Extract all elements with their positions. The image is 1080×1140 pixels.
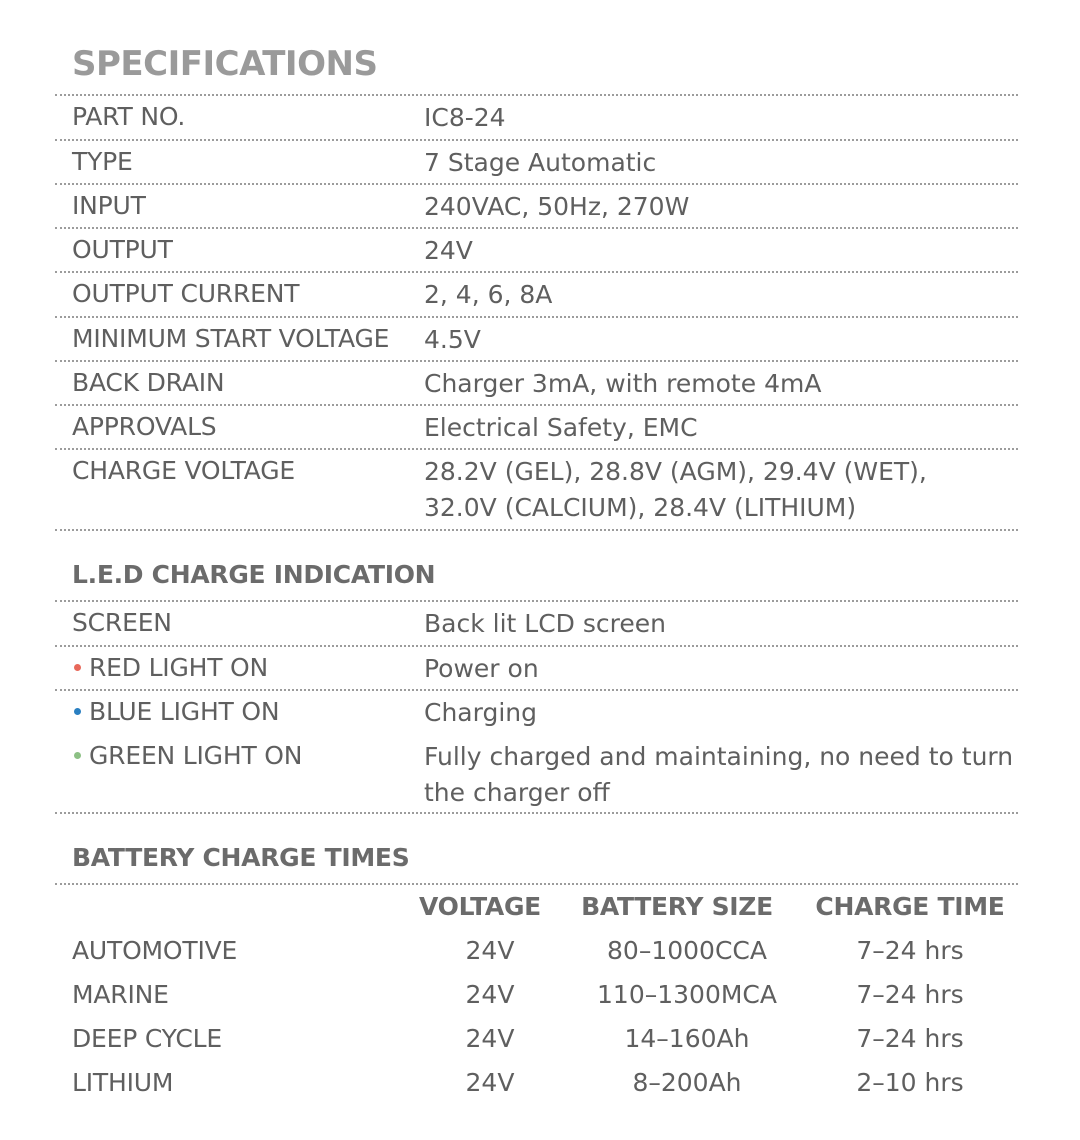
spec-value-output: 24V (424, 236, 473, 265)
led-section-title: L.E.D CHARGE INDICATION (72, 560, 436, 589)
divider (55, 404, 1018, 406)
divider (55, 94, 1018, 96)
row-type: LITHIUM (72, 1068, 174, 1097)
divider (55, 183, 1018, 185)
spec-label-output: OUTPUT (72, 235, 173, 264)
column-header-charge-time: CHARGE TIME (815, 892, 1005, 921)
divider (55, 689, 1018, 691)
led-label-red: RED LIGHT ON (72, 653, 268, 682)
row-charge-time: 2–10 hrs (856, 1068, 964, 1097)
led-label-screen: SCREEN (72, 608, 172, 637)
spec-label-output-current: OUTPUT CURRENT (72, 279, 300, 308)
blue-dot-icon (74, 708, 81, 715)
row-charge-time: 7–24 hrs (856, 980, 964, 1009)
led-value-screen: Back lit LCD screen (424, 609, 666, 638)
row-type: MARINE (72, 980, 169, 1009)
divider (55, 316, 1018, 318)
spec-label-part-no: PART NO. (72, 102, 186, 131)
row-voltage: 24V (465, 980, 515, 1009)
divider (55, 271, 1018, 273)
row-battery-size: 80–1000CCA (607, 936, 767, 965)
row-type: AUTOMOTIVE (72, 936, 238, 965)
divider (55, 600, 1018, 602)
led-label-green: GREEN LIGHT ON (72, 741, 302, 770)
spec-value-type: 7 Stage Automatic (424, 148, 657, 177)
led-value-red: Power on (424, 654, 539, 683)
led-value-blue: Charging (424, 698, 537, 727)
spec-value-output-current: 2, 4, 6, 8A (424, 280, 553, 309)
led-value-green (424, 739, 1013, 811)
divider (55, 360, 1018, 362)
spec-label-charge-voltage: CHARGE VOLTAGE (72, 456, 296, 485)
led-label-blue: BLUE LIGHT ON (72, 697, 279, 726)
green-value-line-2: the charger off (424, 778, 610, 807)
divider (55, 883, 1018, 885)
row-battery-size: 110–1300MCA (597, 980, 777, 1009)
column-header-battery-size: BATTERY SIZE (581, 892, 773, 921)
divider (55, 812, 1018, 814)
row-type: DEEP CYCLE (72, 1024, 222, 1053)
spec-label-type: TYPE (72, 147, 133, 176)
divider (55, 529, 1018, 531)
row-voltage: 24V (465, 1068, 515, 1097)
charge-voltage-line-2: 32.0V (CALCIUM), 28.4V (LITHIUM) (424, 493, 857, 522)
row-charge-time: 7–24 hrs (856, 936, 964, 965)
spec-value-min-start-voltage: 4.5V (424, 325, 481, 354)
spec-label-input: INPUT (72, 191, 146, 220)
spec-value-input: 240VAC, 50Hz, 270W (424, 192, 690, 221)
green-value-line-1: Fully charged and maintaining, no need to turn (424, 742, 1014, 771)
row-battery-size: 8–200Ah (632, 1068, 742, 1097)
page-title: SPECIFICATIONS (72, 44, 378, 84)
spec-label-approvals: APPROVALS (72, 412, 217, 441)
divider (55, 645, 1018, 647)
green-dot-icon (74, 752, 81, 759)
divider (55, 139, 1018, 141)
charge-times-title: BATTERY CHARGE TIMES (72, 843, 410, 872)
red-dot-icon (74, 664, 81, 671)
spec-value-part-no: IC8-24 (424, 103, 506, 132)
row-charge-time: 7–24 hrs (856, 1024, 964, 1053)
divider (55, 448, 1018, 450)
row-voltage: 24V (465, 936, 515, 965)
divider (55, 227, 1018, 229)
spec-value-charge-voltage (424, 454, 927, 526)
spec-label-min-start-voltage: MINIMUM START VOLTAGE (72, 324, 390, 353)
spec-label-back-drain: BACK DRAIN (72, 368, 225, 397)
row-voltage: 24V (465, 1024, 515, 1053)
spec-value-approvals: Electrical Safety, EMC (424, 413, 698, 442)
spec-value-back-drain: Charger 3mA, with remote 4mA (424, 369, 822, 398)
charge-voltage-line-1: 28.2V (GEL), 28.8V (AGM), 29.4V (WET), (424, 457, 927, 486)
row-battery-size: 14–160Ah (624, 1024, 750, 1053)
column-header-voltage: VOLTAGE (419, 892, 541, 921)
